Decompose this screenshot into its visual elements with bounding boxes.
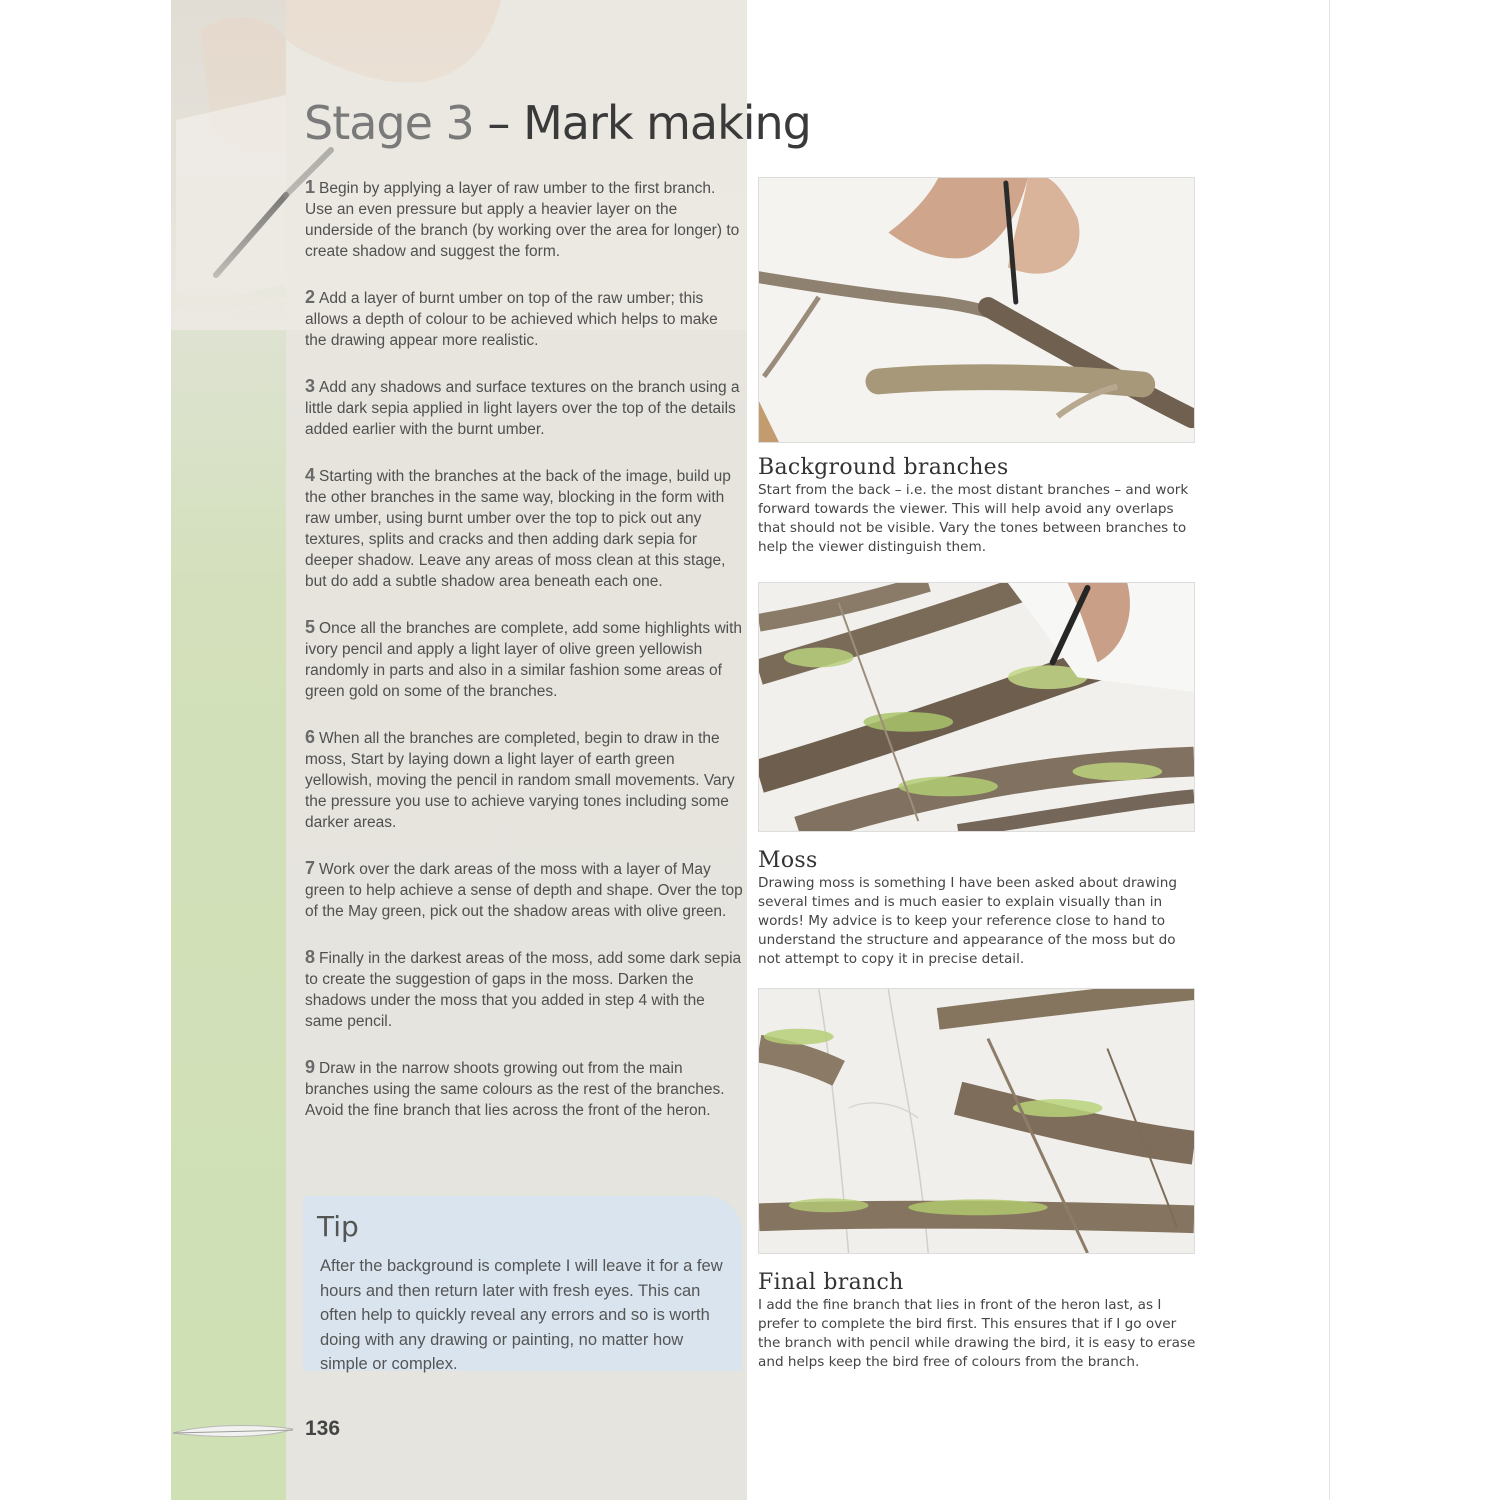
step-text: Draw in the narrow shoots growing out from the main branches using the same colours as the rest of the branches. Avoid the fine branch that lies across the front of the heron. [305,1060,725,1119]
caption-title-final-branch: Final branch [758,1270,904,1295]
step-number: 8 [305,947,316,967]
step-item [305,465,743,592]
step-item [305,617,743,702]
caption-text-final-branch: I add the fine branch that lies in front of the heron last, as I prefer to complete the bird first. This ensures that if I go over the branch with pencil while drawing the bird, it is easy to erase and helps keep the bird free of colours from the branch. [758,1297,1196,1370]
stage-name: Mark making [523,96,811,150]
page-number: 136 [305,1417,341,1440]
step-text: When all the branches are completed, begin to draw in the moss, Start by laying down a light layer of earth green yellowish, moving the pencil in random small movements. Vary the pressure you use to achieve varying tones including some darker areas. [305,730,735,831]
step-item [305,287,743,351]
step-number: 6 [305,727,316,747]
photo-moss [758,582,1195,832]
stage-number: Stage 3 [304,96,474,150]
step-number: 3 [305,376,316,396]
step-number: 1 [305,177,316,197]
step-item [305,858,743,922]
moss-illustration [759,583,1194,831]
step-text: Finally in the darkest areas of the moss, add some dark sepia to create the suggestion of gaps in the moss. Darken the shadows under the moss that you added in step 4 with the same pencil. [305,950,742,1030]
step-number: 7 [305,858,316,878]
caption-text-background-branches: Start from the back – i.e. the most distant branches – and work forward towards the viewer. This will help avoid any overlaps that should not be visible. Vary the tones between branches to help the viewer distinguish them. [758,482,1189,555]
caption-title-background-branches: Background branches [758,455,1009,480]
step-text: Add a layer of burnt umber on top of the raw umber; this allows a depth of colour to be achieved which helps to make the drawing appear more realistic. [305,290,718,349]
photo-final-branch [758,988,1195,1254]
final-branch-illustration [759,989,1194,1253]
step-list [305,177,743,1146]
step-number: 2 [305,287,316,307]
step-number: 5 [305,617,316,637]
step-item [305,1057,743,1121]
step-item [305,727,743,833]
step-text: Add any shadows and surface textures on the branch using a little dark sepia applied in light layers over the top of the details added earlier with the burnt umber. [305,379,740,438]
caption-text-moss: Drawing moss is something I have been asked about drawing several times and is much easier to explain visually than in words! My advice is to keep your reference close to hand to understand the structure and appearance of the moss but do not attempt to copy it in precise detail. [758,875,1178,967]
step-text: Starting with the branches at the back of the image, build up the other branches in the same way, blocking in the form with raw umber, using burnt umber over the top to pick out any textures, splits and cracks and then adding dark sepia for deeper shadow. Leave any areas of moss clean at this stage, but do add a subtle shadow area beneath each one. [305,468,731,590]
step-item [305,376,743,440]
tip-text: After the background is complete I will leave it for a few hours and then return later with fresh eyes. This can often help to quickly reveal any errors and so is worth doing with any drawing or painting, no matter how simple or complex. [320,1257,723,1373]
title-dash: – [473,96,524,150]
page-title [304,96,811,150]
step-text: Once all the branches are complete, add some highlights with ivory pencil and apply a light layer of olive green yellowish randomly in parts and also in a similar fashion some areas of green gold on some of the branches. [305,620,743,700]
tip-title: Tip [317,1210,359,1243]
step-number: 9 [305,1057,316,1077]
step-text: Work over the dark areas of the moss with a layer of May green to help achieve a sense of depth and shape. Over the top of the May green, pick out the shadow areas with olive green. [305,861,743,920]
step-item [305,947,743,1032]
background-branches-illustration [759,178,1194,442]
photo-background-branches [758,177,1195,443]
step-number: 4 [305,465,316,485]
feather-icon [171,1421,299,1441]
tip-box [303,1196,742,1371]
step-item [305,177,743,262]
caption-title-moss: Moss [758,848,818,873]
step-text: Begin by applying a layer of raw umber to the first branch. Use an even pressure but apply a heavier layer on the underside of the branch (by working over the area for longer) to create shadow and suggest the form. [305,180,740,260]
